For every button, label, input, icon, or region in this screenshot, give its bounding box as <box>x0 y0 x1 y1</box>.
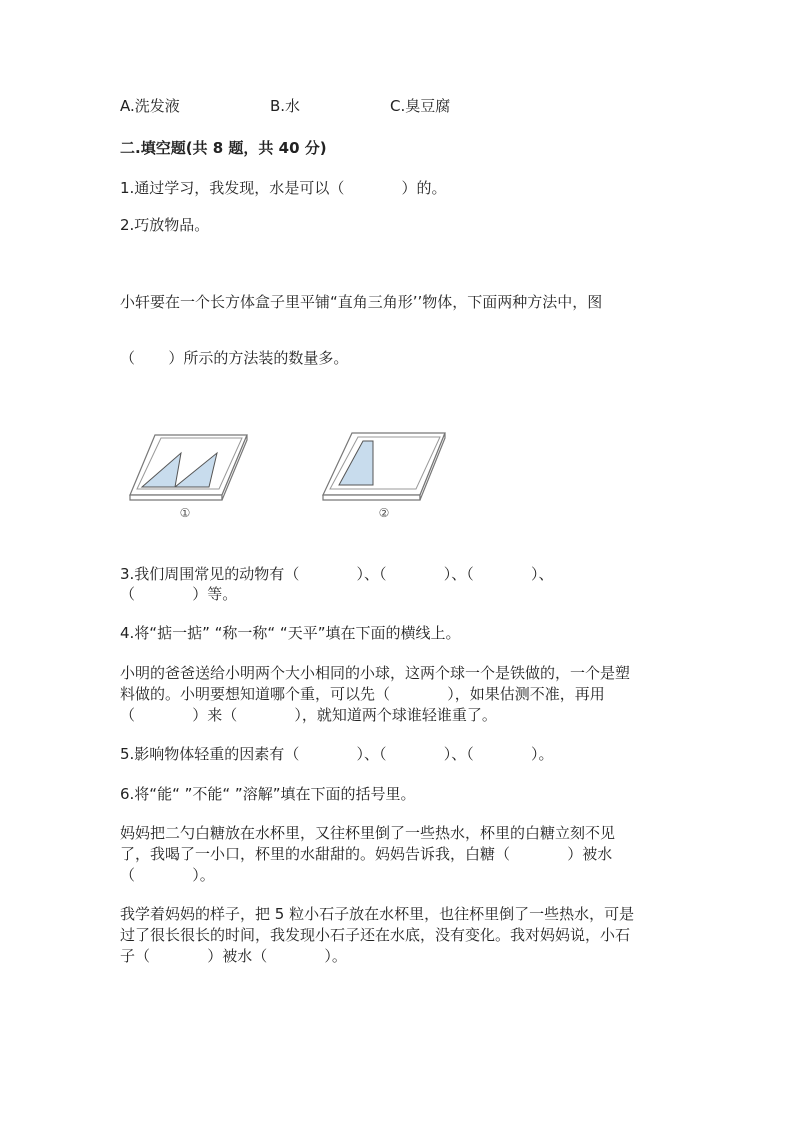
question-6-p1-line2: 了，我喝了一小口，杯里的水甜甜的。妈妈告诉我，白糖（ ）被水 <box>120 845 613 863</box>
option-c: C.臭豆腐 <box>390 97 451 115</box>
question-6-p2-line3: 子（ ）被水（ ）。 <box>120 947 347 965</box>
question-6-p1-line1: 妈妈把二勺白糖放在水杯里，又往杯里倒了一些热水，杯里的白糖立刻不见 <box>120 824 616 842</box>
question-4-text-line1: 小明的爸爸送给小明两个大小相同的小球，这两个球一个是铁做的，一个是塑 <box>120 664 631 682</box>
tray-figure <box>115 425 465 525</box>
question-4-title: 4.将“掂一掂” “称一称“ “天平”填在下面的横线上。 <box>120 624 461 642</box>
question-2-text-line2: （ ）所示的方法装的数量多。 <box>120 349 349 367</box>
question-1: 1.通过学习，我发现，水是可以（ ）的。 <box>120 179 447 197</box>
question-6-p1-line3: （ ）。 <box>120 866 215 884</box>
question-4-text-line3: （ ）来（ ），就知道两个球谁轻谁重了。 <box>120 706 497 724</box>
option-b: B.水 <box>270 97 301 115</box>
question-2-title: 2.巧放物品。 <box>120 216 210 234</box>
question-3-line1: 3.我们周围常见的动物有（ ）、（ ）、（ ）、 <box>120 565 554 583</box>
question-2-text-line1: 小轩要在一个长方体盒子里平铺“直角三角形’’物体，下面两种方法中，图 <box>120 293 603 311</box>
question-6-title: 6.将“能“ ”不能“ ”溶解”填在下面的括号里。 <box>120 785 416 803</box>
question-5: 5.影响物体轻重的因素有（ ）、（ ）、（ ）。 <box>120 745 554 763</box>
figure-label-2: ② <box>378 506 390 520</box>
figure-label-1: ① <box>179 506 191 520</box>
tray-1 <box>130 435 247 520</box>
question-3-line2: （ ）等。 <box>120 585 238 603</box>
question-6-p2-line2: 过了很长很长的时间，我发现小石子还在水底，没有变化。我对妈妈说，小石 <box>120 926 631 944</box>
option-a: A.洗发液 <box>120 97 180 115</box>
tray-2 <box>323 433 445 520</box>
question-6-p2-line1: 我学着妈妈的样子，把 5 粒小石子放在水杯里，也往杯里倒了一些热水，可是 <box>120 905 635 923</box>
section-title: 二.填空题(共 8 题，共 40 分) <box>120 139 327 157</box>
question-4-text-line2: 料做的。小明要想知道哪个重，可以先（ ），如果估测不准，再用 <box>120 685 605 703</box>
